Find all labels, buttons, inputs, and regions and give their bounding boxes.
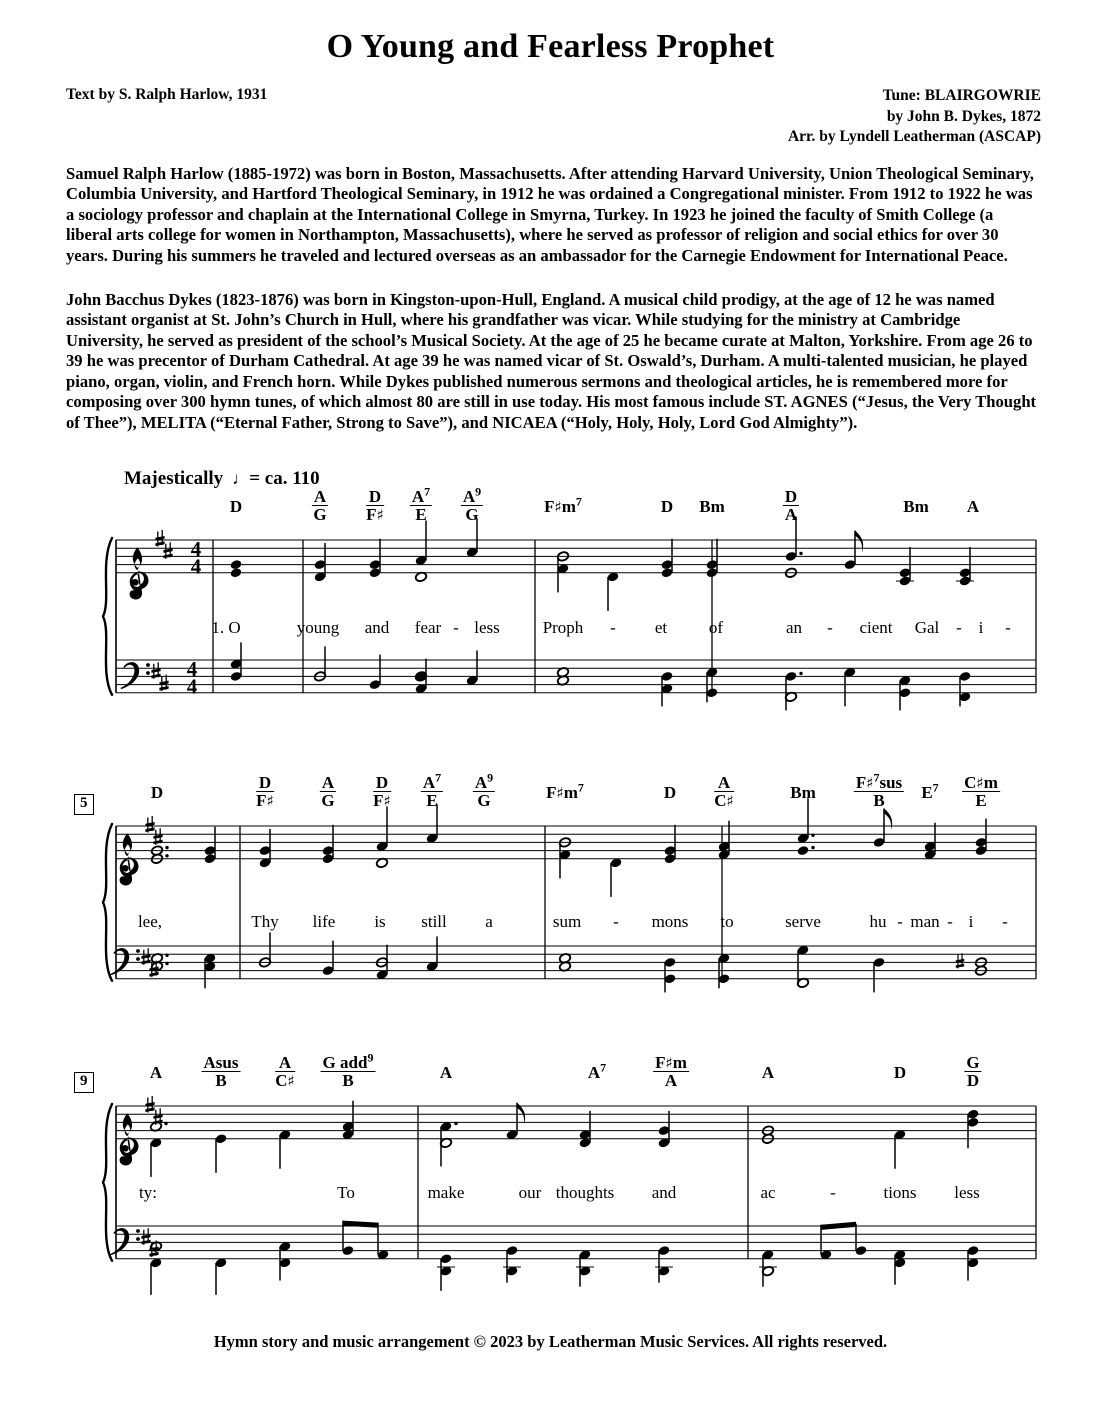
lyric-syllable: Proph [542, 618, 584, 637]
chord-symbol: $\frac{A^9}{G}$ [474, 770, 494, 811]
chord-symbol: $\frac{A}{G}$ [321, 773, 335, 811]
lyric-syllable: cient [859, 618, 893, 637]
svg-text:4: 4 [190, 554, 202, 579]
text-credit: Text by S. Ralph Harlow, 1931 [66, 86, 268, 103]
svg-text:4: 4 [186, 674, 198, 699]
chord-symbol: $\frac{A^9}{G}$ [462, 484, 482, 525]
chord-symbol: $\frac{A}{G}$ [313, 487, 327, 525]
hymn-story-paragraph-composer: John Bacchus Dykes (1823-1876) was born in Kingston-upon-Hull, England. A musical child prodigy, at the age of 12 he was named assistant organist at St. John’s Church in Hull, where his grandfather was vicar. While studying for the ministry at Cambridge University, he served as president of the school’s Musical Society. At the age of 25 he became curate at Malton, Yorkshire. From age 26 to 39 he was precentor of Durham Cathedral. At age 39 he was named vicar of St. Oswald’s, Durham. A multi-talented musician, he played piano, organ, violin, and French horn. While Dykes published numerous sermons and theological articles, he is remembered more for composing over 300 hymn tunes, of which almost 80 are still in use today. His most famous include ST. AGNES (“Jesus, the Very Thought of Thee”), MELITA (“Eternal Father, Strong to Save”), and NICAEA (“Holy, Holy, Holy, Lord God Almighty”). [66, 290, 1037, 432]
chord-symbol: D [663, 783, 677, 802]
lyric-syllable: and [651, 1183, 677, 1202]
lyric-syllable: a [485, 912, 493, 931]
lyric-syllable: serve [785, 912, 821, 931]
lyric-syllable: man [910, 912, 940, 931]
lyric-syllable: - [830, 1183, 836, 1202]
chord-symbol: Bm [699, 497, 725, 516]
chord-symbol: D [660, 497, 674, 516]
lyric-syllable: - [1005, 618, 1011, 637]
chord-symbol: Asus B [203, 1053, 239, 1091]
composer-name: by John B. Dykes, 1872 [886, 107, 1041, 125]
staff-system-3-notation [0, 1050, 1101, 1295]
lyric-syllable: To [337, 1183, 355, 1202]
lyric-syllable: ac [760, 1183, 776, 1202]
lyric-syllable: sum [552, 912, 582, 931]
music-system-1 [0, 460, 1101, 710]
chord-symbol: $\frac{D}{F♯}$ [373, 773, 391, 811]
chord-symbol: $\frac{G}{D}$ [966, 1053, 980, 1091]
tempo-word: Majestically [124, 468, 224, 489]
music-system-3 [0, 1050, 1101, 1295]
lyric-syllable: hu [869, 912, 887, 931]
lyric-syllable: is [374, 912, 386, 931]
lyric-syllable: - [956, 618, 962, 637]
lyric-syllable: i [978, 618, 984, 637]
chord-symbol: $\frac{A}{C♯}$ [714, 773, 734, 811]
lyric-syllable: of [708, 618, 724, 637]
music-system-2 [0, 770, 1101, 1010]
chord-symbol: A [439, 1063, 453, 1082]
lyric-syllable: life [312, 912, 336, 931]
chord-symbol: $\frac{F♯m}{A}$ [655, 1053, 687, 1091]
chord-symbol: A [149, 1063, 163, 1082]
lyric-syllable: young [296, 618, 340, 637]
measure-number-5: 5 [74, 794, 94, 815]
lyric-syllable: an [785, 618, 803, 637]
chord-symbol: A [761, 1063, 775, 1082]
lyric-syllable: - [947, 912, 953, 931]
staff-system-2-notation [0, 770, 1101, 1010]
chord-symbol: $F♯m^7$ [546, 780, 584, 802]
chord-symbol: $E^7$ [921, 780, 939, 802]
chord-symbol: $\frac{A^7}{E}$ [411, 484, 431, 525]
lyric-syllable: mons [651, 912, 689, 931]
lyric-syllable: our [518, 1183, 542, 1202]
tempo-marking [124, 468, 320, 490]
chord-symbol: $\frac{A}{C♯}$ [275, 1053, 295, 1091]
lyric-syllable: tions [883, 1183, 917, 1202]
tune-name: Tune: BLAIRGOWRIE [882, 87, 1041, 104]
tune-credit [788, 86, 1041, 148]
chord-symbol: $\frac{A^7}{E}$ [422, 770, 442, 811]
svg-text:4: 4 [190, 536, 202, 561]
measure-number-9: 9 [74, 1072, 94, 1093]
lyric-syllable: - [453, 618, 459, 637]
hymn-story-paragraph-author: Samuel Ralph Harlow (1885-1972) was born in Boston, Massachusetts. After attending Harvard University, Union Theological Seminary, Columbia University, and Hartford Theological Seminary, in 1912 he was ordained a Congregational minister. From 1912 to 1922 he was a sociology professor and chaplain at the International College in Smyrna, Turkey. In 1923 he joined the faculty of Smith College (a liberal arts college for women in Northampton, Massachusetts), where he served as professor of religion and social ethics for over 30 years. During his summers he traveled and lectured overseas as an ambassador for the Carnegie Endowment for International Peace. [66, 164, 1034, 265]
lyric-syllable: Thy [251, 912, 279, 931]
tempo-note-icon: ♩ [227, 469, 250, 488]
lyric-syllable: ty: [139, 1183, 157, 1202]
lyric-syllable: fear [414, 618, 442, 637]
chord-symbol: $\frac{C♯m}{E}$ [964, 773, 998, 811]
lyric-syllable: thoughts [555, 1183, 615, 1202]
chord-symbol: F♯$^7$sus B [855, 770, 903, 811]
chord-symbol: $\frac{D}{A}$ [784, 487, 798, 525]
arranger-name: Arr. by Lyndell Leatherman (ASCAP) [787, 128, 1041, 146]
lyric-syllable: 1. O [211, 618, 241, 637]
svg-text:4: 4 [186, 656, 198, 681]
chord-symbol: D [150, 783, 164, 802]
lyric-syllable: - [827, 618, 833, 637]
lyric-syllable: Gal [914, 618, 940, 637]
lyric-syllable: - [897, 912, 903, 931]
lyric-syllable: lee, [137, 912, 163, 931]
lyric-syllable: still [421, 912, 447, 931]
chord-symbol: A [966, 497, 980, 516]
chord-symbol: $\frac{D}{F♯}$ [366, 487, 384, 525]
lyric-syllable: less [474, 618, 500, 637]
chord-symbol: G add$^9$ B [322, 1050, 374, 1091]
chord-symbol: $\frac{D}{F♯}$ [256, 773, 274, 811]
lyric-syllable: make [427, 1183, 465, 1202]
page-title: O Young and Fearless Prophet [326, 28, 775, 65]
chord-symbol: Bm [790, 783, 816, 802]
lyric-syllable: - [1002, 912, 1008, 931]
chord-symbol: D [893, 1063, 907, 1082]
chord-symbol: D [229, 497, 243, 516]
tempo-value: = ca. 110 [249, 468, 320, 489]
lyric-syllable: to [720, 912, 734, 931]
lyric-syllable: - [613, 912, 619, 931]
lyric-syllable: et [654, 618, 668, 637]
lyric-syllable: and [364, 618, 390, 637]
chord-symbol: $A^7$ [587, 1060, 607, 1082]
chord-symbol: $F♯m^7$ [544, 494, 582, 516]
copyright-notice: Hymn story and music arrangement © 2023 by Leatherman Music Services. All rights reserved. [213, 1332, 888, 1351]
chord-symbol: Bm [903, 497, 929, 516]
lyric-syllable: i [968, 912, 974, 931]
lyric-syllable: - [610, 618, 616, 637]
lyric-syllable: less [954, 1183, 980, 1202]
